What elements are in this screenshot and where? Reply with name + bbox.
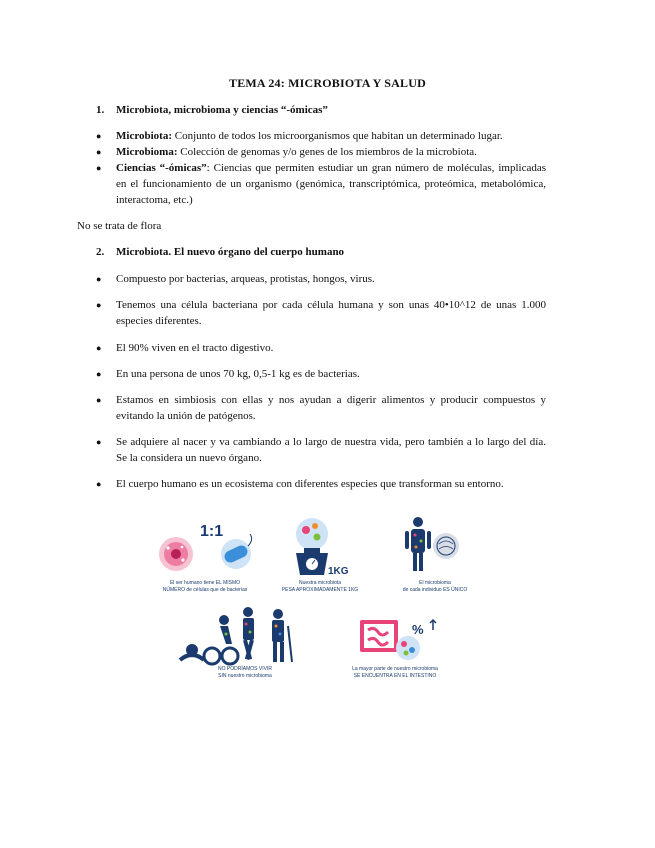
list-item xyxy=(96,160,546,208)
term-label: Microbioma: xyxy=(116,146,178,158)
definition-text: Conjunto de todos los microorganismos que habitan un determinado lugar. xyxy=(172,130,503,142)
list-item-text: En una persona de unos 70 kg, 0,5-1 kg es de bacterias. xyxy=(116,368,360,380)
section-2-title: Microbiota. El nuevo órgano del cuerpo humano xyxy=(116,246,345,258)
list-item xyxy=(96,297,546,329)
kg-label: 1KG xyxy=(328,566,349,577)
bullet-icon: ● xyxy=(96,479,102,489)
bullet-icon: ● xyxy=(96,395,102,405)
list-item xyxy=(96,144,546,160)
ratio-label: 1:1 xyxy=(200,523,224,540)
list-item xyxy=(96,392,546,424)
list-item-text: Tenemos una célula bacteriana por cada célula humana y son unas 40•10^12 de unas 1.000 especies diferentes. xyxy=(116,299,546,327)
caption-line: SIN nuestro microbioma xyxy=(218,673,272,679)
bullet-icon: ● xyxy=(96,131,102,141)
list-item-text: El 90% viven en el tracto digestivo. xyxy=(116,342,274,354)
definition-text: : Ciencias que permiten estudiar un gran número de moléculas, implicadas en el funcionamiento de un organismo (genómica, transcriptómica, proteómica, metabolómica, interactoma, etc.) xyxy=(116,162,546,206)
caption-weight xyxy=(265,580,375,594)
bullet-icon: ● xyxy=(96,163,102,173)
caption-line: La mayor parte de nuestro microbioma xyxy=(352,666,438,672)
bullet-icon: ● xyxy=(96,147,102,157)
list-item-text: El cuerpo humano es un ecosistema con diferentes especies que transforman su entorno. xyxy=(116,478,504,490)
caption-unique xyxy=(380,580,490,594)
term-label: Ciencias “-ómicas” xyxy=(116,162,207,174)
intestine-icon xyxy=(362,620,436,660)
caption-intestine xyxy=(340,666,450,680)
section-1-heading xyxy=(96,104,328,116)
list-item xyxy=(96,476,546,492)
list-item-text: Estamos en simbiosis con ellas y nos ayudan a digerir alimentos y producir compuestos y evitando la unión de patógenos. xyxy=(116,394,546,422)
caption-line: de cada individuo ES ÚNICO xyxy=(402,587,468,593)
definition-text: Colección de genomas y/o genes de los miembros de la microbiota. xyxy=(177,146,477,158)
microbiota-infographic xyxy=(150,510,510,690)
bullet-icon: ● xyxy=(96,437,102,447)
list-item xyxy=(96,271,546,287)
section-2-heading xyxy=(96,246,344,258)
caption-line: NÚMERO de células que de bacterias xyxy=(162,587,248,593)
infographic-graphics xyxy=(150,510,510,690)
scale-icon xyxy=(296,518,328,575)
note-text: No se trata de flora xyxy=(77,220,162,232)
caption-line: El microbioma xyxy=(419,580,451,586)
caption-cannot-live xyxy=(190,666,300,680)
caption-line: PESA APROXIMADAMENTE 1KG xyxy=(281,587,359,593)
term-label: Microbiota: xyxy=(116,130,173,142)
percent-label: % xyxy=(412,622,424,637)
list-item xyxy=(96,434,546,466)
list-item-text: Compuesto por bacterias, arqueas, protistas, hongos, virus. xyxy=(116,273,375,285)
list-item xyxy=(96,366,546,382)
section-1-number: 1. xyxy=(96,104,105,116)
caption-same-number xyxy=(150,580,260,594)
caption-line: NO PODRÍAMOS VIVIR xyxy=(218,666,272,672)
bullet-icon: ● xyxy=(96,369,102,379)
human-cell-icon xyxy=(159,537,193,571)
caption-line: Nuestra microbiota xyxy=(299,580,341,586)
list-item-text: Se adquiere al nacer y va cambiando a lo largo de nuestra vida, pero también a lo largo del día. Se la considera un nuevo órgano. xyxy=(116,436,546,464)
page-title: TEMA 24: MICROBIOTA Y SALUD xyxy=(229,76,426,90)
section-1-title: Microbiota, microbioma y ciencias “-ómicas” xyxy=(116,104,328,116)
list-item xyxy=(96,340,546,356)
list-item xyxy=(96,128,546,144)
bacterium-icon xyxy=(221,534,252,569)
caption-line: El ser humano tiene EL MISMO xyxy=(169,580,241,586)
section-2-number: 2. xyxy=(96,246,105,258)
person-icon xyxy=(405,517,459,571)
life-stages-icon xyxy=(180,607,292,664)
caption-line: SE ENCUENTRA EN EL INTESTINO xyxy=(353,673,437,679)
bullet-icon: ● xyxy=(96,274,102,284)
bullet-icon: ● xyxy=(96,343,102,353)
bullet-icon: ● xyxy=(96,300,102,310)
